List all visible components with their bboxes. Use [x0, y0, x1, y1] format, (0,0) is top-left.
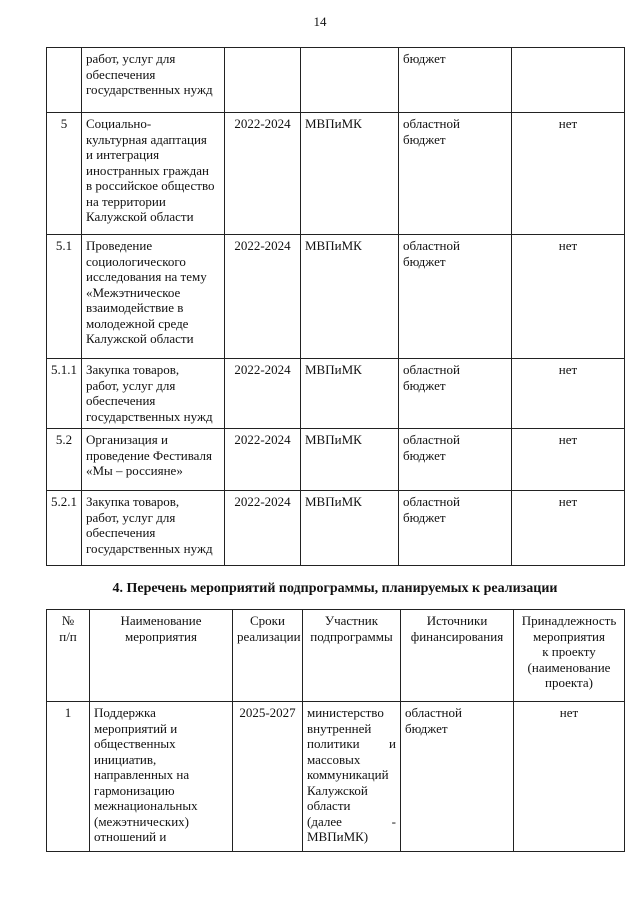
text-line: отношений и	[94, 829, 167, 844]
text-line: областной	[403, 238, 460, 253]
row-number: 5.2.1	[47, 491, 82, 566]
text-line: бюджет	[403, 447, 446, 463]
text-line: к проекту	[542, 644, 596, 659]
text-line: и интеграция	[86, 147, 160, 162]
text-line: (наименование	[527, 659, 611, 675]
text-line: работ, услуг для	[86, 51, 176, 66]
row-period: 2022-2024	[225, 491, 301, 566]
row-funding-source	[399, 491, 512, 566]
text-line: государственных нужд	[86, 408, 213, 424]
text-line: в российское общество	[86, 178, 215, 193]
page-number: 14	[313, 14, 327, 29]
row-funding-source	[399, 113, 512, 235]
text-line: направленных на	[94, 767, 190, 782]
text-line: финансирования	[410, 628, 504, 644]
text-line: бюджет	[403, 131, 446, 147]
text-line: бюджет	[403, 51, 446, 66]
text-line: мероприятия	[532, 628, 605, 644]
text-line: Принадлежность	[521, 613, 617, 628]
text-line: Социально-	[86, 116, 152, 131]
text-line: иностранных граждан	[86, 162, 209, 178]
text-line: бюджет	[403, 377, 446, 393]
text-line: министерство	[307, 705, 384, 720]
text-line: гармонизацию	[94, 782, 175, 798]
text-line: массовых	[307, 751, 361, 767]
text-line: культурная адаптация	[86, 131, 207, 147]
text-line: МВПиМК)	[307, 829, 369, 844]
text-line: государственных нужд	[86, 82, 213, 97]
text-line: социологического	[86, 253, 186, 269]
row-number: 5.1.1	[47, 359, 82, 429]
text-line: мероприятий и	[94, 720, 178, 736]
text-line: областной	[403, 432, 460, 447]
row-participant: МВПиМК	[301, 429, 399, 491]
text-line: №	[61, 613, 75, 628]
header-funding-source	[401, 610, 514, 702]
text-line: исследования на тему	[86, 269, 207, 284]
table-row	[47, 48, 625, 113]
row-number: 1	[47, 702, 90, 852]
row-number: 5.2	[47, 429, 82, 491]
row-project-affiliation: нет	[512, 491, 625, 566]
section-heading: 4. Перечень мероприятий подпрограммы, планируемых к реализации	[112, 581, 558, 596]
row-period	[225, 48, 301, 113]
text-line: молодежной среде	[86, 315, 189, 331]
row-participant: МВПиМК	[301, 491, 399, 566]
table-header-row	[47, 610, 625, 702]
text-line: Организация и	[86, 432, 168, 447]
header-measure-name	[90, 610, 233, 702]
row-period: 2022-2024	[225, 113, 301, 235]
table-row	[47, 235, 625, 359]
row-measure-name	[82, 235, 225, 359]
text-line: «Межэтническое	[86, 284, 181, 300]
row-measure-name	[90, 702, 233, 852]
text-line: Калужской	[307, 782, 368, 798]
row-project-affiliation: нет	[512, 359, 625, 429]
row-participant	[301, 48, 399, 113]
text-line: областной	[403, 362, 460, 377]
row-funding-source	[399, 429, 512, 491]
row-measure-name	[82, 491, 225, 566]
participant-line-justified-b: (далее -	[307, 813, 396, 829]
text-line: мероприятия	[124, 628, 197, 644]
text-line: реализации	[237, 628, 301, 644]
text-line: (межэтнических)	[94, 813, 189, 829]
text-line: бюджет	[403, 509, 446, 525]
text-line: межнациональных	[94, 798, 198, 813]
row-participant: МВПиМК	[301, 235, 399, 359]
row-project-affiliation: нет	[512, 235, 625, 359]
text-line: проекта)	[545, 675, 593, 690]
table-row	[47, 359, 625, 429]
text-line: коммуникаций	[307, 767, 389, 782]
text-line: обеспечения	[86, 525, 156, 540]
text-line: области	[307, 798, 351, 813]
text-line: п/п	[59, 628, 77, 644]
row-funding-source	[399, 235, 512, 359]
row-measure-name	[82, 429, 225, 491]
row-number	[47, 48, 82, 113]
text-line: Закупка товаров,	[86, 494, 180, 509]
row-measure-name	[82, 48, 225, 113]
row-participant	[303, 702, 401, 852]
text-line: бюджет	[405, 720, 448, 736]
row-participant: МВПиМК	[301, 359, 399, 429]
text-line: Калужской области	[86, 209, 194, 224]
header-number	[47, 610, 90, 702]
text-line: Источники	[426, 613, 488, 628]
text-line: «Мы – россияне»	[86, 463, 183, 478]
text-line: областной	[405, 705, 462, 720]
row-project-affiliation: нет	[512, 429, 625, 491]
measures-table-continued	[46, 47, 625, 566]
table-row	[47, 429, 625, 491]
row-number: 5.1	[47, 235, 82, 359]
text-line: работ, услуг для	[86, 377, 176, 393]
text-line: внутренней	[307, 720, 372, 736]
text-line: Калужской области	[86, 331, 194, 346]
text-line: общественных	[94, 736, 176, 751]
text-line: Наименование	[120, 613, 202, 628]
header-period	[233, 610, 303, 702]
row-funding-source	[399, 48, 512, 113]
text-line: взаимодействие в	[86, 300, 184, 315]
text-line: Сроки	[250, 613, 285, 628]
row-period: 2022-2024	[225, 235, 301, 359]
table-row	[47, 702, 625, 852]
text-line: инициатив,	[94, 751, 157, 767]
header-project-affiliation	[514, 610, 625, 702]
row-period: 2025-2027	[233, 702, 303, 852]
text-line: Поддержка	[94, 705, 156, 720]
text-line: Закупка товаров,	[86, 362, 180, 377]
row-period: 2022-2024	[225, 429, 301, 491]
text-line: подпрограммы	[310, 628, 393, 644]
text-line: обеспечения	[86, 66, 156, 82]
row-participant: МВПиМК	[301, 113, 399, 235]
row-measure-name	[82, 359, 225, 429]
text-line: Проведение	[86, 238, 153, 253]
text-line: проведение Фестиваля	[86, 447, 213, 463]
row-funding-source	[399, 359, 512, 429]
text-line: государственных нужд	[86, 540, 213, 556]
text-line: на территории	[86, 193, 166, 209]
header-participant	[303, 610, 401, 702]
text-line: обеспечения	[86, 393, 156, 408]
text-line: областной	[403, 116, 460, 131]
text-line: работ, услуг для	[86, 509, 176, 525]
row-measure-name	[82, 113, 225, 235]
text-line: Участник	[324, 613, 379, 628]
row-number: 5	[47, 113, 82, 235]
table-row	[47, 113, 625, 235]
text-line: областной	[403, 494, 460, 509]
row-project-affiliation: нет	[514, 702, 625, 852]
text-line: бюджет	[403, 253, 446, 269]
row-funding-source	[401, 702, 514, 852]
row-period: 2022-2024	[225, 359, 301, 429]
row-project-affiliation: нет	[512, 113, 625, 235]
participant-line-justified-a: политики и	[307, 736, 396, 751]
table-row	[47, 491, 625, 566]
row-project-affiliation	[512, 48, 625, 113]
subprogram-measures-table	[46, 609, 625, 852]
